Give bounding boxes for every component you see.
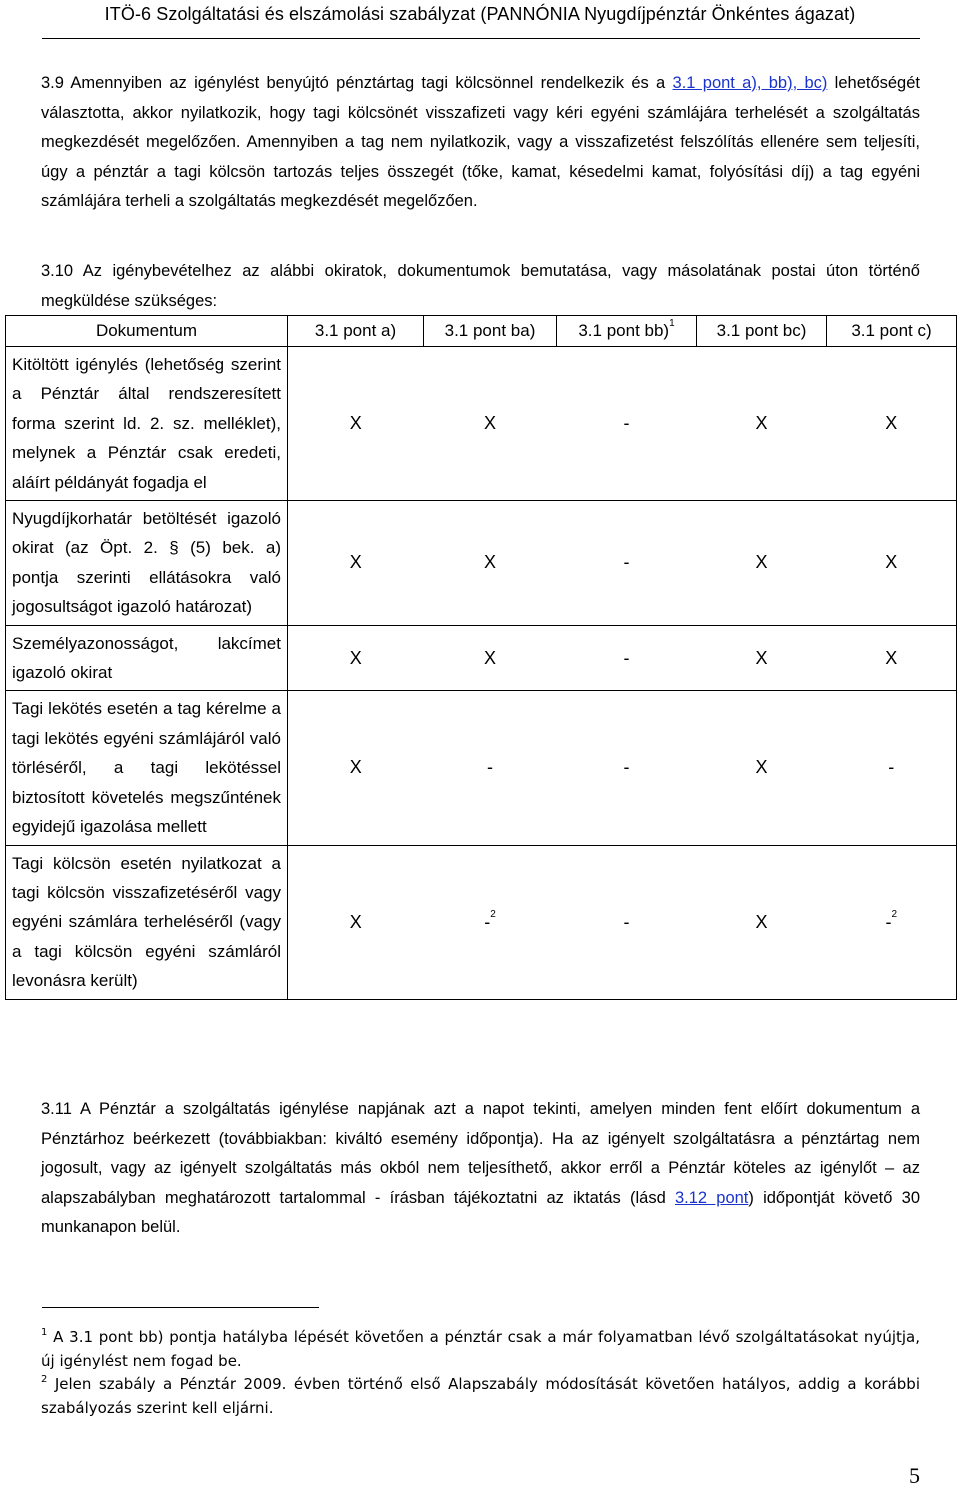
- cell-3-1-a: X: [288, 691, 424, 845]
- cell-3-1-a: X: [288, 501, 424, 626]
- cell-3-1-ba: [424, 501, 557, 626]
- table-row: [6, 347, 957, 501]
- documents-table: [5, 315, 957, 1000]
- cell-3-1-c: [827, 845, 957, 999]
- header-3-1-c: 3.1 pont c): [827, 316, 957, 347]
- cell-value: -: [484, 911, 491, 932]
- cell-3-1-c: [827, 691, 957, 845]
- section-3-11: [41, 1095, 920, 1243]
- cell-value: -: [487, 757, 493, 778]
- cell-3-1-ba: [424, 625, 557, 691]
- footnote-separator: [42, 1307, 319, 1308]
- header-document: Dokumentum: [6, 316, 288, 347]
- cell-value: X: [483, 647, 496, 668]
- cell-3-1-bc: X: [697, 347, 827, 501]
- row-document-cell: Nyugdíjkorhatár betöltését igazoló okirat (az Öpt. 2. § (5) bek. a) pontja szerinti ellátásokra való jogosultságot igazoló határozat): [6, 501, 288, 626]
- section-3-11-text-b: ) időpontját követő 30 munkanapon belül.: [41, 1188, 920, 1236]
- table-row: [6, 845, 957, 999]
- footnote-1-mark: 1: [41, 1327, 48, 1338]
- cell-3-1-a: X: [288, 845, 424, 999]
- row-document-cell: Tagi lekötés esetén a tag kérelme a tagi lekötés egyéni számlájáról való törléséről, a tagi lekötéssel biztosított követelés megszűntének egyidejű igazolása mellett: [6, 691, 288, 845]
- header-rule: [42, 38, 920, 39]
- section-3-9-text-a: 3.9 Amennyiben az igénylést benyújtó pénztártag tagi kölcsönnel rendelkezik és a: [41, 74, 673, 92]
- footnote-1: [41, 1325, 920, 1373]
- cell-3-1-bc: X: [697, 501, 827, 626]
- page-header: [0, 4, 960, 25]
- cell-3-1-bb: -: [557, 625, 697, 691]
- footnote-ref: 2: [891, 908, 898, 920]
- cell-3-1-c: [827, 625, 957, 691]
- cell-value: X: [885, 647, 898, 668]
- cell-3-1-a: X: [288, 625, 424, 691]
- table-header-row: [6, 316, 957, 347]
- cell-value: -: [888, 757, 895, 778]
- section-3-9-link[interactable]: 3.1 pont a), bb), bc): [672, 74, 828, 92]
- section-3-10: [41, 257, 920, 316]
- header-3-1-a: 3.1 pont a): [288, 316, 424, 347]
- cell-3-1-bc: X: [697, 845, 827, 999]
- section-3-9: [41, 69, 920, 217]
- header-3-1-bb: [557, 316, 697, 347]
- page-number: 5: [909, 1463, 920, 1488]
- table-row: [6, 625, 957, 691]
- cell-value: X: [885, 552, 898, 573]
- cell-3-1-bb: -: [557, 347, 697, 501]
- header-3-1-bb-label: 3.1 pont bb): [578, 321, 670, 340]
- cell-3-1-bb: -: [557, 845, 697, 999]
- table-row: [6, 501, 957, 626]
- cell-value: X: [483, 552, 496, 573]
- footnote-2: [41, 1372, 920, 1420]
- section-3-9-text-b: lehetőségét választotta, akkor nyilatkozik, hogy tagi kölcsönét visszafizeti vagy kéri egyéni számlájára terhelését a szolgáltatás megkezdését megelőzően. Amennyiben a tag nem nyilatkozik, vagy a visszafizetést felszólítás ellenére sem teljesíti, úgy a pénztár a tagi kölcsön tartozás teljes összegét (tőke, kamat, késedelmi kamat, folyósítási díj) a tag egyéni számlájára terheli a szolgáltatás megkezdését megelőzően.: [41, 74, 920, 210]
- cell-value: -: [885, 911, 892, 932]
- row-document-cell: Személyazonosságot, lakcímet igazoló okirat: [6, 625, 288, 691]
- section-3-11-text-a: 3.11 A Pénztár a szolgáltatás igénylése napjának azt a napot tekinti, amelyen minden fent előírt dokumentum a Pénztárhoz beérkezett (továbbiakban: kiváltó esemény időpontja). Ha az igényelt szolgáltatásra a pénztártag nem jogosult, vagy az igényelt szolgáltatás más okból nem teljesíthető, akkor erről a Pénztár köteles az igénylőt – az alapszabályban meghatározott tartalommal - írásban tájékoztatni az iktatás (lásd: [41, 1100, 920, 1207]
- cell-value: X: [483, 413, 496, 434]
- row-document-cell: Kitöltött igénylés (lehetőség szerint a Pénztár által rendszeresített forma szerint ld. 2. sz. melléklet), melynek a Pénztár csak eredeti, aláírt példányát fogadja el: [6, 347, 288, 501]
- table-row: [6, 691, 957, 845]
- cell-3-1-bb: -: [557, 501, 697, 626]
- footnote-2-text: Jelen szabály a Pénztár 2009. évben történő első Alapszabály módosítását követően hatályos, addig a korábbi szabályozás szerint kell eljárni.: [41, 1375, 920, 1417]
- cell-3-1-a: X: [288, 347, 424, 501]
- cell-3-1-c: [827, 347, 957, 501]
- cell-3-1-c: [827, 501, 957, 626]
- cell-3-1-bc: X: [697, 625, 827, 691]
- cell-value: X: [885, 413, 898, 434]
- cell-3-1-ba: [424, 691, 557, 845]
- header-title: ITÖ-6 Szolgáltatási és elszámolási szabályzat (PANNÓNIA Nyugdíjpénztár Önkéntes ágazat): [104, 4, 856, 24]
- cell-3-1-bc: X: [697, 691, 827, 845]
- cell-3-1-ba: [424, 347, 557, 501]
- header-3-1-bc: 3.1 pont bc): [697, 316, 827, 347]
- cell-3-1-bb: -: [557, 691, 697, 845]
- header-3-1-ba: 3.1 pont ba): [424, 316, 557, 347]
- footnote-1-text: A 3.1 pont bb) pontja hatályba lépését követően a pénztár csak a már folyamatban lévő szolgáltatásokat nyújtja, új igénylést nem fogad be.: [41, 1328, 920, 1370]
- section-3-11-link[interactable]: 3.12 pont: [674, 1188, 749, 1207]
- section-3-10-text: 3.10 Az igénybevételhez az alábbi okiratok, dokumentumok bemutatása, vagy másolatának postai úton történő megküldése szükséges:: [41, 262, 920, 310]
- footnote-2-mark: 2: [41, 1374, 48, 1385]
- cell-3-1-ba: [424, 845, 557, 999]
- row-document-cell: Tagi kölcsön esetén nyilatkozat a tagi kölcsön visszafizetéséről vagy egyéni számlára terheléséről (vagy a tagi kölcsön egyéni számláról levonásra került): [6, 845, 288, 999]
- footnote-ref: 2: [490, 908, 496, 920]
- footnote-ref-1: 1: [669, 318, 675, 329]
